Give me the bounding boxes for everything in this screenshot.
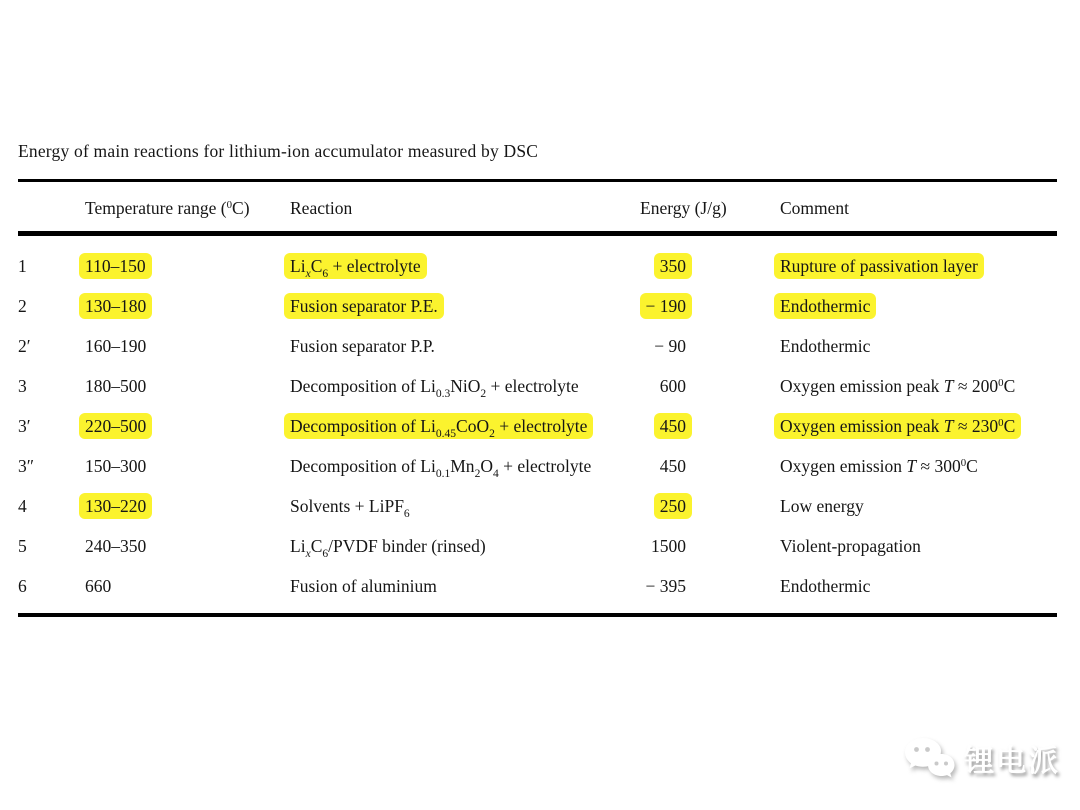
- energy-cell: 250: [640, 486, 686, 526]
- table-row: [0, 446, 1080, 486]
- row-number-cell: 1: [18, 256, 27, 276]
- table-row: [0, 286, 1080, 326]
- temperature-range-cell: 110–150: [85, 246, 290, 286]
- table-caption: Energy of main reactions for lithium-ion accumulator measured by DSC: [18, 141, 539, 161]
- reaction-cell: Decomposition of $Li_{0.3}NiO_2$ + electrolyte: [290, 376, 579, 400]
- header-row-number: [18, 188, 85, 228]
- energy-cell: 450: [640, 406, 686, 446]
- comment-cell: Endothermic: [780, 286, 1080, 326]
- reaction-cell: Fusion of aluminium: [290, 576, 437, 596]
- energy-cell: − 395: [645, 576, 686, 596]
- energy-cell: 600: [659, 376, 686, 396]
- row-number-cell: 3: [18, 376, 27, 396]
- watermark-logo: [903, 736, 1060, 780]
- table-row: [0, 326, 1080, 366]
- table-row: [0, 486, 1080, 526]
- energy-cell: − 190: [640, 286, 686, 326]
- row-number-cell: 3″: [18, 456, 35, 476]
- table-row: [0, 246, 1080, 286]
- row-number-cell: 6: [18, 576, 27, 596]
- energy-cell: 1500: [651, 536, 686, 556]
- reaction-cell: $Li_xC_6$ + electrolyte: [290, 246, 640, 286]
- table-header-row: [0, 188, 1080, 228]
- row-number-cell: 3′: [18, 416, 31, 436]
- row-number-cell: 2′: [18, 336, 31, 356]
- comment-cell: Violent-propagation: [780, 536, 921, 556]
- header-reaction: Reaction: [290, 198, 353, 218]
- header-temperature-range: Temperature range ($^0$C): [85, 198, 250, 218]
- table-bottom-rule: [18, 613, 1057, 617]
- reaction-cell: Fusion separator P.P.: [290, 336, 435, 356]
- row-number-cell: 4: [18, 496, 27, 516]
- table-row: [0, 566, 1080, 606]
- comment-cell: Oxygen emission peak $T \approx 200^0C$: [780, 376, 1016, 396]
- comment-cell: Endothermic: [780, 336, 871, 356]
- energy-cell: − 90: [654, 336, 686, 356]
- temperature-range-cell: 130–220: [85, 486, 290, 526]
- table-row: [0, 526, 1080, 566]
- table-header-rule: [18, 231, 1057, 236]
- header-comment: Comment: [780, 198, 850, 218]
- temperature-range-cell: 130–180: [85, 286, 290, 326]
- watermark-text: 锂电派: [964, 745, 1060, 778]
- comment-cell: Rupture of passivation layer: [780, 246, 1080, 286]
- reaction-cell: $Li_xC_6$/PVDF binder (rinsed): [290, 536, 486, 560]
- temperature-range-cell: 180–500: [85, 376, 147, 396]
- energy-cell: 450: [659, 456, 686, 476]
- chat-bubbles-logo-icon: [903, 736, 955, 780]
- table-body: [0, 246, 1080, 606]
- header-energy: Energy (J/g): [640, 198, 727, 218]
- comment-cell: Oxygen emission peak $T \approx 230^0C$: [780, 406, 1080, 446]
- temperature-range-cell: 160–190: [85, 336, 147, 356]
- energy-cell: 350: [640, 246, 686, 286]
- temperature-range-cell: 660: [85, 576, 112, 596]
- temperature-range-cell: 220–500: [85, 406, 290, 446]
- reaction-cell: Decomposition of $Li_{0.1}Mn_2O_4$ + electrolyte: [290, 456, 592, 480]
- comment-cell: Low energy: [780, 496, 864, 516]
- reaction-cell: Decomposition of $Li_{0.45}CoO_2$ + electrolyte: [290, 406, 640, 446]
- row-number-cell: 5: [18, 536, 27, 556]
- temperature-range-cell: 240–350: [85, 536, 147, 556]
- table-top-rule: [18, 179, 1057, 182]
- row-number-cell: 2: [18, 296, 27, 316]
- reaction-cell: Solvents + LiPF$_6$: [290, 496, 410, 520]
- reaction-cell: Fusion separator P.E.: [290, 286, 640, 326]
- comment-cell: Oxygen emission $T \approx 300^0C$: [780, 456, 978, 476]
- table-row: [0, 366, 1080, 406]
- comment-cell: Endothermic: [780, 576, 871, 596]
- temperature-range-cell: 150–300: [85, 456, 147, 476]
- table-row: [0, 406, 1080, 446]
